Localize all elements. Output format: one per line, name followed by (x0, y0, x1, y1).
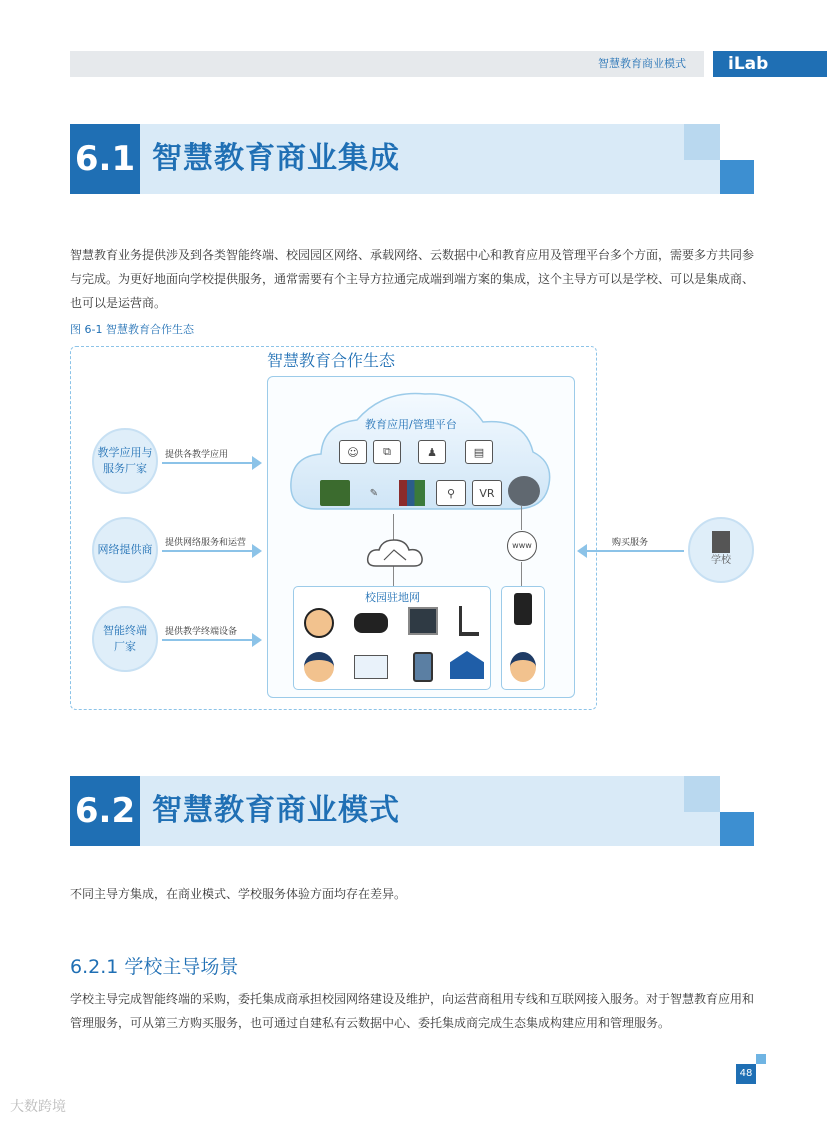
school-building-icon (450, 648, 484, 682)
partner-terminal-vendor-label: 智能终端厂家 (103, 624, 147, 653)
network-cloud-icon (366, 536, 424, 570)
arrow-line (162, 462, 252, 464)
arrow-line (586, 550, 684, 552)
arrow-line (162, 550, 252, 552)
decor-square (720, 776, 754, 812)
notepad-icon: ✎ (369, 487, 379, 499)
subsection-6-2-1-title: 6.2.1 学校主导场景 (70, 956, 239, 978)
school-label: 学校 (711, 555, 731, 566)
partner-network-provider-label: 网络提供商 (97, 543, 153, 556)
monitor-dashboard-icon (354, 650, 388, 684)
partner-app-vendor-label: 教学应用与服务厂家 (97, 446, 153, 475)
connector-line (521, 506, 522, 530)
partner-terminal-vendor (92, 606, 158, 672)
campus-network-label: 校园驻地网 (365, 591, 420, 604)
arrow-label-buy-service: 购买服务 (612, 538, 649, 548)
org-chart-icon: ⧉ (373, 440, 401, 464)
app-store-icon (508, 476, 540, 506)
interactive-whiteboard-icon (406, 604, 440, 638)
subsection-6-2-1-paragraph: 学校主导完成智能终端的采购，委托集成商承担校园网络建设及维护，向运营商租用专线和互联网接入服务。对于智慧教育应用和管理服务，可从第三方购买服务，也可通过自建私有云数据中心、委托集成商完成生态集成构建应用和管理服务。 (70, 992, 755, 1030)
connector-line (521, 562, 522, 586)
section-6-2-paragraph: 不同主导方集成，在商业模式、学校服务体验方面均存在差异。 (70, 887, 407, 901)
building-icon (712, 531, 730, 553)
document-camera-icon (452, 604, 486, 638)
smartphone-icon (506, 592, 540, 626)
cloud-label: 教育应用/管理平台 (365, 418, 457, 431)
face-recognition-icon: ☺ (339, 440, 367, 464)
partner-network-provider (92, 517, 158, 583)
classroom-icon: ♟ (418, 440, 446, 464)
blackboard-icon (320, 480, 350, 506)
web-platform-icon: ▤ (465, 440, 493, 464)
diagram-title: 智慧教育合作生态 (267, 351, 396, 370)
section-6-2-title: 智慧教育商业模式 (152, 793, 400, 828)
partner-app-vendor (92, 428, 158, 494)
page-decor-square (756, 1054, 766, 1064)
vr-label: VR (479, 486, 495, 500)
decor-square (684, 776, 720, 812)
vr-icon (472, 480, 502, 506)
student-avatar-icon (506, 650, 540, 684)
decor-square (684, 124, 720, 160)
school-circle (688, 517, 754, 583)
arrow-right-icon (252, 544, 262, 558)
graduate-avatar-icon (302, 650, 336, 684)
brand-logo: iLab (728, 54, 769, 74)
arrow-right-icon (252, 456, 262, 470)
header-section-title: 智慧教育商业模式 (598, 57, 686, 70)
decor-square (720, 124, 754, 160)
decor-square (720, 812, 754, 846)
www-label: www (512, 541, 532, 550)
arrow-label-terminals: 提供教学终端设备 (165, 627, 238, 637)
books-icon (399, 480, 425, 506)
tablet-icon (406, 650, 440, 684)
www-globe-icon (507, 531, 537, 561)
figure-caption: 图 6-1 智慧教育合作生态 (70, 323, 194, 336)
section-6-1-paragraph: 智慧教育业务提供涉及到各类智能终端、校园园区网络、承载网络、云数据中心和教育应用及管理平台多个方面，需要多方共同参与完成。为更好地面向学校提供服务，通常需要有个主导方拉通完成端到端方案的集成，这个主导方可以是学校、可以是集成商、也可以是运营商。 (70, 248, 755, 310)
arrow-label-network: 提供网络服务和运营 (165, 538, 247, 548)
decor-square (720, 160, 754, 194)
video-search-icon: ⚲ (436, 480, 466, 506)
arrow-right-icon (252, 633, 262, 647)
watermark: 大数跨境 (10, 1099, 66, 1115)
arrow-label-apps: 提供各教学应用 (165, 450, 229, 460)
section-6-2-number: 6.2 (70, 776, 140, 846)
section-6-1-number: 6.1 (70, 124, 140, 194)
conference-camera-icon (354, 606, 388, 640)
section-6-1-title: 智慧教育商业集成 (152, 141, 400, 176)
page-number: 48 (736, 1064, 756, 1084)
arrow-line (162, 639, 252, 641)
teacher-avatar-icon (302, 606, 336, 640)
